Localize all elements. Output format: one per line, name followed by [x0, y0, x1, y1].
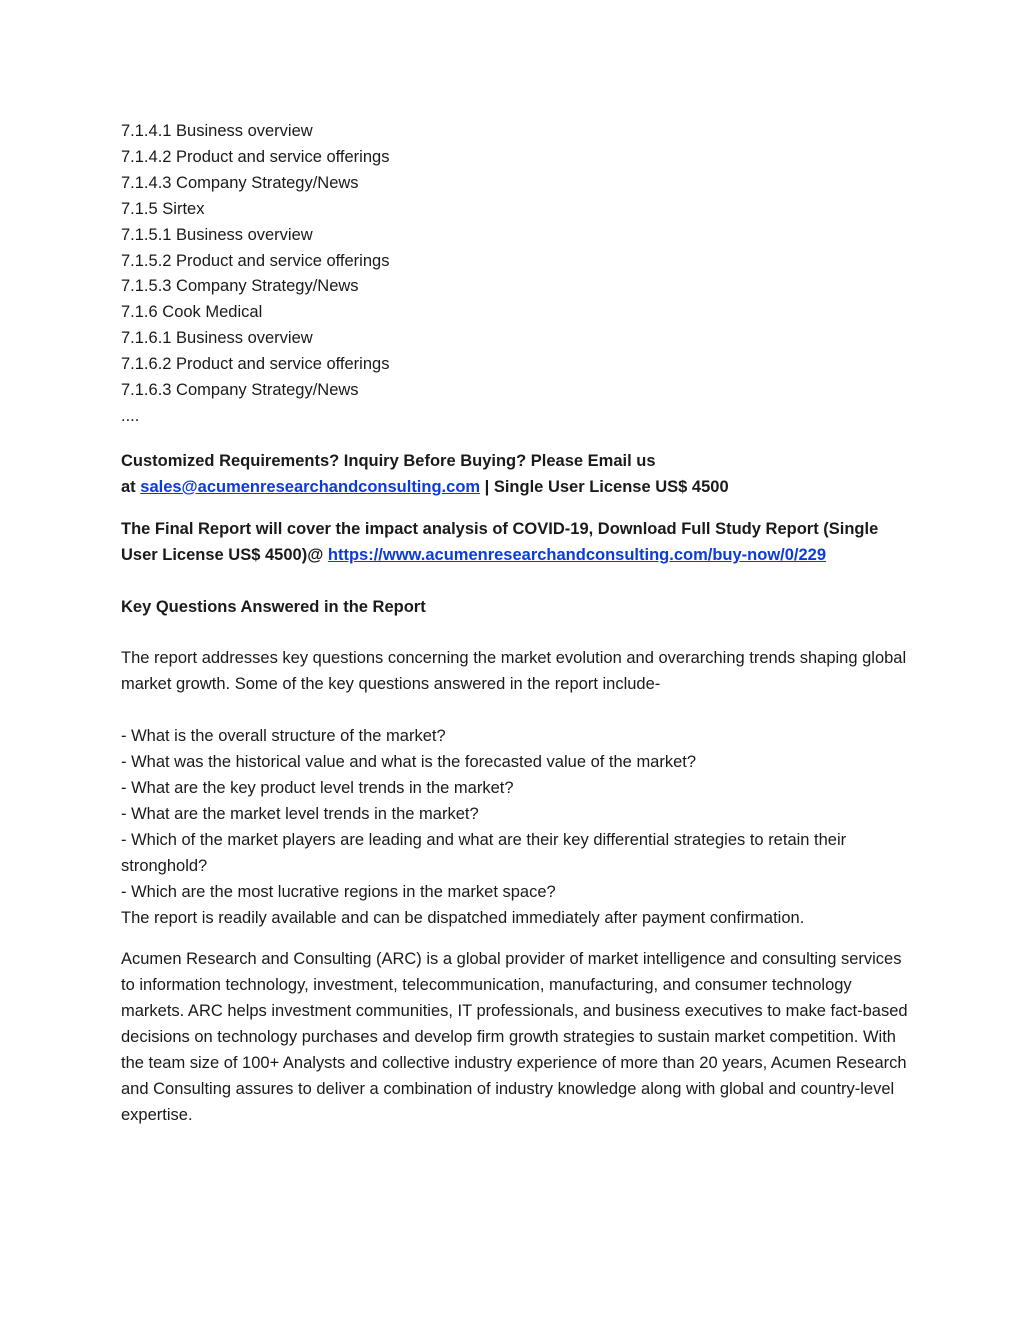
final-report-text: The Final Report will cover the impact analysis of COVID-19, Download Full Study Report (Single User License US$ 4500)@ — [121, 519, 879, 564]
table-of-contents — [121, 119, 911, 430]
list-item: - Which are the most lucrative regions in the market space? — [121, 882, 556, 901]
toc-item: 7.1.6.3 Company Strategy/News — [121, 381, 359, 400]
custom-requirements-block — [121, 449, 911, 501]
toc-item: 7.1.6.1 Business overview — [121, 329, 313, 348]
toc-item: 7.1.5.1 Business overview — [121, 225, 313, 244]
questions-list — [121, 724, 911, 931]
custom-contact-line — [121, 475, 911, 501]
toc-item: 7.1.5.3 Company Strategy/News — [121, 277, 359, 296]
key-questions-heading: Key Questions Answered in the Report — [121, 597, 426, 616]
about-paragraph: Acumen Research and Consulting (ARC) is a global provider of market intelligence and consulting services to information technology, investment, telecommunication, manufacturing, and consumer technology markets. ARC helps investment communities, IT professionals, and business executives to make fact-based decisions on technology purchases and develop firm growth strategies to sustain market competition. With the team size of 100+ Analysts and collective industry experience of more than 20 years, Acumen Research and Consulting assures to deliver a combination of industry knowledge along with global and country-level expertise. — [121, 950, 908, 1124]
list-item: - What is the overall structure of the market? — [121, 727, 446, 746]
final-report-paragraph — [121, 517, 911, 569]
availability-note: The report is readily available and can be dispatched immediately after payment confirmation. — [121, 908, 805, 927]
list-item: - Which of the market players are leading and what are their key differential strategies to retain their stronghold? — [121, 830, 847, 875]
custom-requirements-text: Customized Requirements? Inquiry Before Buying? Please Email us — [121, 451, 656, 470]
toc-item: 7.1.6.2 Product and service offerings — [121, 355, 390, 374]
toc-item: 7.1.5.2 Product and service offerings — [121, 251, 390, 270]
list-item: - What are the market level trends in the market? — [121, 804, 479, 823]
list-item: - What was the historical value and what is the forecasted value of the market? — [121, 753, 697, 772]
intro-paragraph: The report addresses key questions concerning the market evolution and overarching trends shaping global market growth. Some of the key questions answered in the report include- — [121, 649, 907, 694]
list-item: - What are the key product level trends in the market? — [121, 779, 514, 798]
at-label: at — [121, 477, 141, 496]
license-text: | Single User License US$ 4500 — [480, 477, 729, 496]
toc-item: 7.1.4.3 Company Strategy/News — [121, 173, 359, 192]
toc-item: 7.1.5 Sirtex — [121, 199, 205, 218]
buy-now-link[interactable]: https://www.acumenresearchandconsulting.com/buy-now/0/229 — [327, 545, 827, 564]
toc-item: 7.1.4.1 Business overview — [121, 122, 313, 140]
sales-email-link[interactable]: sales@acumenresearchandconsulting.com — [140, 477, 481, 496]
toc-ellipsis: .... — [121, 406, 140, 425]
toc-item: 7.1.4.2 Product and service offerings — [121, 147, 390, 166]
toc-item: 7.1.6 Cook Medical — [121, 303, 263, 322]
document-body — [121, 119, 911, 1129]
